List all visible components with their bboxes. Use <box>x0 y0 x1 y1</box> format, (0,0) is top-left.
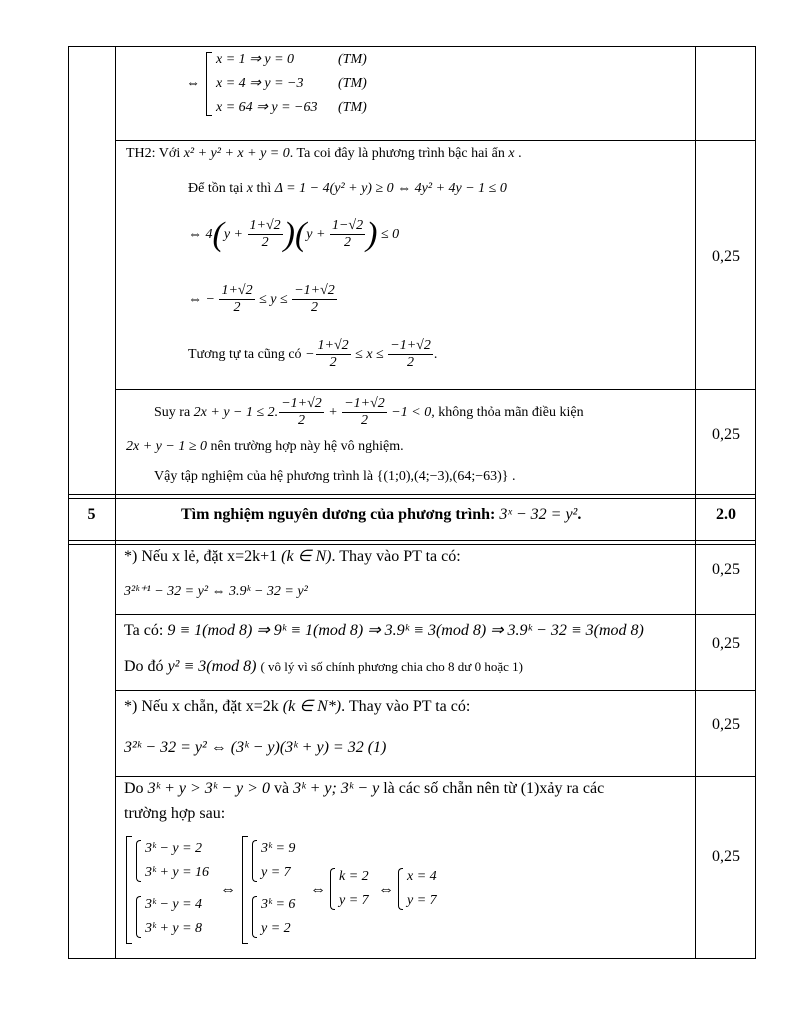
math: ⇔ − <box>188 292 215 307</box>
y-range <box>188 281 338 319</box>
column-divider-1 <box>115 46 116 958</box>
score-r5: 0,25 <box>712 635 740 652</box>
text: nên trường hợp này hệ vô nghiệm. <box>210 439 404 454</box>
column-divider-2 <box>695 46 696 958</box>
case-tag-3: (TM) <box>338 100 367 115</box>
text: . <box>511 469 516 484</box>
table-top-border <box>68 46 756 47</box>
math: x² + y² + x + y = 0 <box>183 146 290 161</box>
question-divider <box>68 540 756 545</box>
cases-intro-line <box>124 780 604 798</box>
math: x <box>246 181 253 196</box>
even-case-line <box>124 698 470 716</box>
numerator: 1+√2 <box>317 338 349 354</box>
math: 3ᵏ + y; 3ᵏ − y <box>293 780 380 797</box>
table-border-left <box>68 46 69 958</box>
conclude-line-2 <box>126 438 404 456</box>
curly-brace <box>330 868 335 910</box>
curly-brace <box>252 840 257 882</box>
text: TH2: Với <box>126 146 181 161</box>
numerator: 1+√2 <box>249 218 281 234</box>
system-5-line-2: y = 7 <box>339 893 369 908</box>
math: x <box>508 146 515 161</box>
text: . <box>518 146 522 161</box>
system-2-line-1: 3ᵏ − y = 4 <box>145 897 203 912</box>
row-divider <box>116 776 756 777</box>
row-divider <box>116 690 756 691</box>
math: 9 ≡ 1(mod 8) ⇒ 9ᵏ ≡ 1(mod 8) ⇒ 3.9ᵏ ≡ 3(mod 8) ⇒ 3.9ᵏ − 32 ≡ 3(mod 8) <box>167 622 644 639</box>
fraction <box>316 338 351 371</box>
factored-inequality <box>188 216 399 254</box>
equation: 3ˣ − 32 = y² <box>499 506 578 523</box>
odd-case-equation: 3²ᵏ⁺¹ − 32 = y² ⇔ 3.9ᵏ − 32 = y² <box>124 584 308 599</box>
question-number: 5 <box>87 506 96 523</box>
fraction <box>292 283 337 316</box>
system-5-line-1: k = 2 <box>339 869 369 884</box>
text: . <box>433 347 438 362</box>
conclude-line-1 <box>154 394 584 432</box>
text: Tương tự ta cũng có <box>188 347 302 362</box>
system-4-line-1: 3ᵏ = 6 <box>261 897 296 912</box>
row-divider <box>116 140 756 141</box>
text: . Ta coi đây là phương trình bậc hai ẩn <box>289 146 505 161</box>
denominator: 2 <box>329 355 337 371</box>
row-divider <box>116 389 756 390</box>
even-case-equation: 3²ᵏ − 32 = y² ⇔ (3ᵏ − y)(3ᵏ + y) = 32 (1) <box>124 739 387 756</box>
text: Do đó <box>124 658 164 675</box>
case-line-2: x = 4 ⇒ y = −3 <box>216 76 304 91</box>
numerator: −1+√2 <box>344 396 385 412</box>
numerator: −1+√2 <box>294 283 335 299</box>
score-r3: 0,25 <box>712 426 740 443</box>
text: Do <box>124 780 144 797</box>
denominator: 2 <box>310 300 318 316</box>
curly-brace <box>136 896 141 938</box>
text: ( vô lý vì số chính phương chia cho 8 dư 0 hoặc 1) <box>260 659 523 674</box>
system-1-line-2: 3ᵏ + y = 16 <box>145 865 210 880</box>
math: 3ᵏ + y > 3ᵏ − y > 0 <box>147 780 270 797</box>
math: ≤ x ≤ <box>355 347 384 362</box>
question-points: 2.0 <box>716 506 736 523</box>
math: Δ = 1 − 4(y² + y) ≥ 0 ⇔ 4y² + 4y − 1 ≤ 0 <box>274 181 507 196</box>
denominator: 2 <box>344 235 352 251</box>
math: −1 < 0 <box>391 405 432 420</box>
title: Tìm nghiệm nguyên dương của phương trình: <box>181 506 496 523</box>
th2-line <box>126 145 522 163</box>
case-tag-2: (TM) <box>338 76 367 91</box>
system-6-line-1: x = 4 <box>407 869 437 884</box>
numerator: −1+√2 <box>390 338 431 354</box>
fraction <box>342 396 387 429</box>
denominator: 2 <box>361 413 368 429</box>
fraction <box>330 218 365 251</box>
contradiction-line <box>124 658 523 676</box>
condition-line <box>188 180 507 198</box>
system-4-line-2: y = 2 <box>261 921 291 936</box>
math: (k ∈ N*) <box>282 698 342 715</box>
numerator: 1−√2 <box>331 218 364 234</box>
math: y² ≡ 3(mod 8) <box>167 658 257 675</box>
curly-brace <box>398 868 403 910</box>
fraction <box>388 338 433 371</box>
text: Vậy tập nghiệm của hệ phương trình là <box>154 469 374 484</box>
text: *) Nếu x chẵn, đặt x=2k <box>124 698 279 715</box>
text: *) Nếu x lẻ, đặt x=2k+1 <box>124 548 278 565</box>
system-1-line-1: 3ᵏ − y = 2 <box>145 841 203 856</box>
text: Để tồn tại <box>188 181 244 196</box>
curly-brace <box>136 840 141 882</box>
text: và <box>273 780 290 797</box>
text: thì <box>256 181 272 196</box>
row-divider <box>116 614 756 615</box>
square-bracket <box>126 836 132 944</box>
fraction <box>248 218 283 251</box>
system-bracket <box>206 52 212 116</box>
system-2-line-2: 3ᵏ + y = 8 <box>145 921 203 936</box>
system-6-line-2: y = 7 <box>407 893 437 908</box>
case-tag-1: (TM) <box>338 52 367 67</box>
numerator: 1+√2 <box>221 283 253 299</box>
denominator: 2 <box>407 355 415 371</box>
equivalence-sign: ⇔ <box>220 881 236 898</box>
fraction <box>279 396 324 429</box>
text: . Thay vào PT ta có: <box>331 548 461 565</box>
odd-case-line <box>124 548 461 566</box>
table-border-right <box>755 46 756 958</box>
square-bracket <box>242 836 248 944</box>
math: 2x + y − 1 ≤ 2. <box>193 405 279 420</box>
math: (k ∈ N) <box>281 548 332 565</box>
text: . <box>577 506 582 523</box>
cases-intro-line-2: trường hợp sau: <box>124 805 226 822</box>
score-r2: 0,25 <box>712 248 740 265</box>
paren: )( <box>283 215 307 253</box>
equivalence-sign: ⇔ <box>378 881 394 898</box>
question-divider <box>68 494 756 499</box>
equivalence-sign: ⇔ <box>310 881 326 898</box>
math: y + <box>306 227 326 242</box>
math: + <box>328 405 338 420</box>
score-r6: 0,25 <box>712 716 740 733</box>
numerator: −1+√2 <box>281 396 322 412</box>
question-title <box>181 506 581 524</box>
curly-brace <box>252 896 257 938</box>
denominator: 2 <box>261 235 269 251</box>
text: . Thay vào PT ta có: <box>341 698 471 715</box>
case-line-1: x = 1 ⇒ y = 0 <box>216 52 295 67</box>
paren: ) <box>366 215 378 253</box>
denominator: 2 <box>297 413 305 429</box>
equivalence-sign: ⇔ <box>186 76 200 91</box>
case-line-3: x = 64 ⇒ y = −63 <box>216 100 318 115</box>
solution-set-line <box>154 468 515 486</box>
text: Ta có: <box>124 622 164 639</box>
modulo-line <box>124 622 644 640</box>
system-3-line-1: 3ᵏ = 9 <box>261 841 296 856</box>
paren: ( <box>212 215 224 253</box>
score-r7: 0,25 <box>712 848 740 865</box>
math: ≤ y ≤ <box>259 292 288 307</box>
text: Suy ra <box>154 405 191 420</box>
fraction <box>219 283 254 316</box>
x-range <box>188 336 437 374</box>
math: y + <box>223 227 243 242</box>
text: , không thỏa mãn điều kiện <box>431 405 584 420</box>
math: ≤ 0 <box>380 227 400 242</box>
score-r4: 0,25 <box>712 561 740 578</box>
denominator: 2 <box>233 300 241 316</box>
text: là các số chẵn nên từ (1)xảy ra các <box>383 780 605 797</box>
math: 2x + y − 1 ≥ 0 <box>126 439 208 454</box>
math: {(1;0),(4;−3),(64;−63)} <box>376 469 509 484</box>
system-3-line-2: y = 7 <box>261 865 291 880</box>
math: ⇔ 4 <box>188 227 213 242</box>
math: − <box>305 347 315 362</box>
table-bottom-border <box>68 958 756 959</box>
